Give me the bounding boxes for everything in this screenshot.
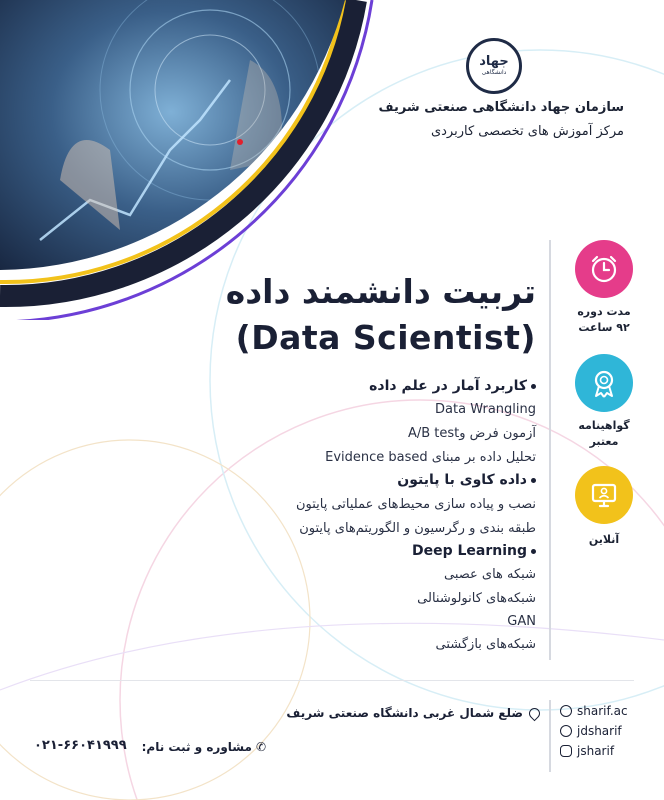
syllabus-heading-2: داده کاوی با پایتون [397,472,536,488]
social-instagram[interactable]: jsharif [560,744,614,758]
feature-duration-label: مدت دوره [577,305,631,318]
bullet-icon [531,478,536,483]
feature-certificate [566,354,642,450]
certificate-badge-icon [575,354,633,412]
syllabus-item: آزمون فرض وA/B test [407,426,536,441]
syllabus-item: Data Wrangling [435,402,536,417]
bullet-icon [531,549,536,554]
logo-subtitle: دانشگاهی [481,69,507,76]
syllabus-heading-3: Deep Learning [412,543,536,559]
phone-icon: ✆ [255,740,266,754]
social-telegram[interactable]: jdsharif [560,724,622,738]
footer-divider [30,680,634,681]
telegram-icon [560,725,572,737]
vertical-divider [549,240,551,660]
feature-certificate-value: معتبر [589,435,619,448]
feature-duration [566,240,642,336]
address: ضلع شمال غربی دانشگاه صنعتی شریف [286,706,540,720]
alarm-clock-icon [575,240,633,298]
page-title-english: (Data Scientist) [235,318,536,357]
bullet-icon [531,384,536,389]
social-web[interactable]: sharif.ac [560,704,628,718]
feature-certificate-label: گواهینامه [578,419,630,432]
syllabus-item: شبکه‌های کانولوشنالی [417,591,536,606]
instagram-icon [560,745,572,757]
phone-number[interactable]: ۰۲۱-۶۶۰۴۱۹۹۹ [34,738,127,753]
syllabus-item: شبکه‌های بازگشتی [435,637,536,652]
org-name: سازمان جهاد دانشگاهی صنعتی شریف [378,100,624,115]
page-title: تربیت دانشمند داده [225,272,536,311]
org-center-name: مرکز آموزش های تخصصی کاربردی [430,124,624,139]
location-pin-icon [527,706,543,722]
org-logo [466,38,522,94]
consult-label: ✆مشاوره و ثبت نام: [141,740,266,754]
syllabus-heading-1: کاربرد آمار در علم داده [369,378,536,394]
feature-online [566,466,642,548]
footer-vertical-divider [549,700,551,772]
syllabus-item: نصب و پیاده سازی محیط‌های عملیاتی پایتون [295,497,536,512]
syllabus-item: GAN [507,614,536,629]
logo-title: جهاد [479,54,509,69]
feature-duration-value: ۹۲ ساعت [578,321,630,334]
syllabus-item: طبقه بندی و رگرسیون و الگوریتم‌های پایتون [299,521,536,536]
web-icon [560,705,572,717]
syllabus-item: تحلیل داده بر مبنای Evidence based [325,450,536,465]
syllabus-item: شبکه های عصبی [443,567,536,582]
online-screen-icon [575,466,633,524]
feature-online-label: آنلاین [588,533,620,546]
